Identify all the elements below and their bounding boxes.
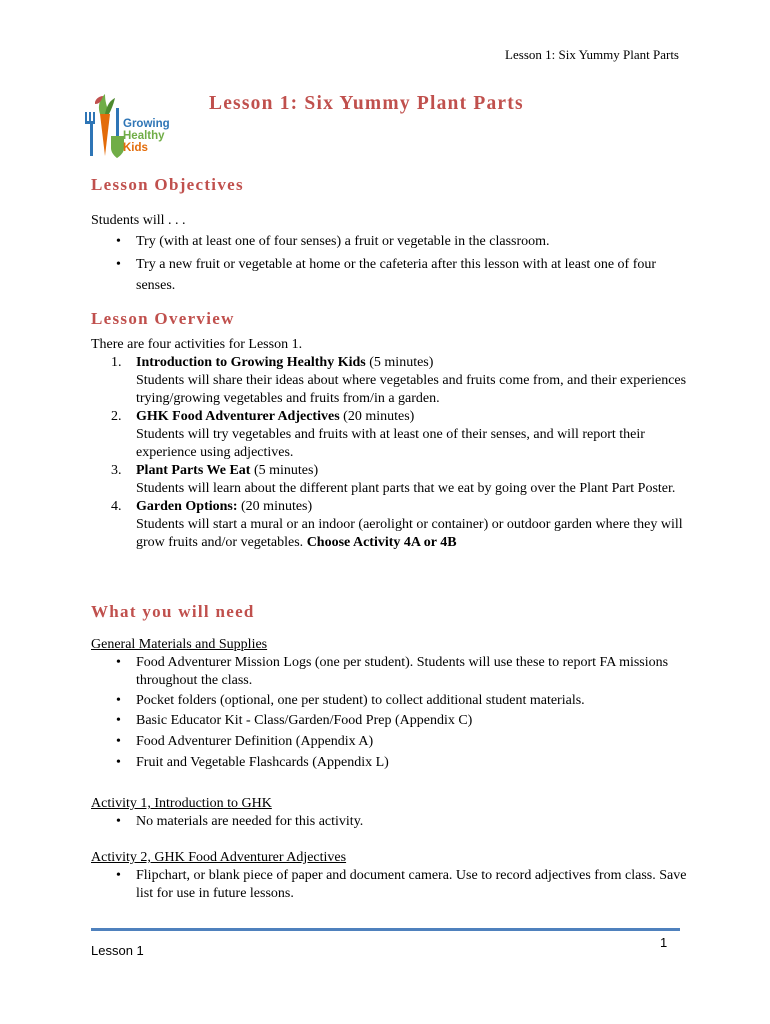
item-time: (5 minutes) <box>365 355 434 370</box>
item-time: (20 minutes) <box>237 499 313 514</box>
item-number: 3. <box>111 463 122 478</box>
logo-text-healthy: Healthy <box>123 130 165 142</box>
objective-item: • Try (with at least one of four senses) a fruit or vegetable in the classroom. <box>91 233 691 251</box>
material-item: • Pocket folders (optional, one per student) to collect additional student materials. <box>91 692 691 710</box>
page-title: Lesson 1: Six Yummy Plant Parts <box>209 93 524 114</box>
material-item: • Flipchart, or blank piece of paper and document camera. Use to record adjectives from class. Save list for use in future lessons. <box>91 867 691 903</box>
material-item: • No materials are needed for this activity. <box>91 813 691 831</box>
item-instruction: Choose Activity 4A or 4B <box>306 535 457 550</box>
objectives-intro: Students will . . . <box>91 213 186 228</box>
item-time: (5 minutes) <box>250 463 319 478</box>
objectives-section <box>91 212 691 296</box>
footer-label: Lesson 1 <box>91 943 144 958</box>
item-description: Students will start a mural or an indoor (aerolight or container) or outdoor garden where they will grow fruits and/or vegetables. <box>136 517 683 550</box>
material-item: • Basic Educator Kit - Class/Garden/Food Prep (Appendix C) <box>91 712 691 730</box>
page-number: 1 <box>660 935 668 950</box>
needs-heading: What you will need <box>91 602 255 621</box>
logo-text-growing: Growing <box>123 118 170 130</box>
item-title: Garden Options: <box>136 499 238 514</box>
running-header: Lesson 1: Six Yummy Plant Parts <box>505 47 679 62</box>
overview-item <box>91 462 701 498</box>
item-title: Introduction to Growing Healthy Kids <box>136 355 366 370</box>
item-title: GHK Food Adventurer Adjectives <box>136 409 340 424</box>
item-time: (20 minutes) <box>339 409 415 424</box>
item-description: Students will learn about the different plant parts that we eat by going over the Plant Part Poster. <box>136 481 676 496</box>
item-number: 4. <box>111 499 122 514</box>
item-number: 1. <box>111 355 122 370</box>
item-number: 2. <box>111 409 122 424</box>
objectives-heading: Lesson Objectives <box>91 175 244 194</box>
overview-heading: Lesson Overview <box>91 309 235 328</box>
material-item: • Food Adventurer Mission Logs (one per student). Students will use these to report FA missions throughout the class. <box>91 654 691 690</box>
overview-item <box>91 408 701 462</box>
footer-rule <box>91 928 680 931</box>
growing-healthy-kids-logo <box>83 92 201 160</box>
item-description: Students will try vegetables and fruits with at least one of their senses, and will report their experience using adjectives. <box>136 427 645 460</box>
overview-intro: There are four activities for Lesson 1. <box>91 337 303 352</box>
objective-item: • Try a new fruit or vegetable at home or the cafeteria after this lesson with at least one of four senses. <box>91 254 691 296</box>
activity1-title: Activity 1, Introduction to GHK <box>91 796 272 811</box>
overview-section <box>91 336 701 552</box>
overview-item <box>91 354 701 408</box>
material-item: • Food Adventurer Definition (Appendix A) <box>91 733 691 751</box>
material-item: • Fruit and Vegetable Flashcards (Appendix L) <box>91 754 691 772</box>
overview-item <box>91 498 701 552</box>
item-title: Plant Parts We Eat <box>136 463 251 478</box>
activity2-title: Activity 2, GHK Food Adventurer Adjectives <box>91 850 347 865</box>
general-materials-title: General Materials and Supplies <box>91 637 268 652</box>
activity1-section <box>91 795 691 831</box>
general-materials-section <box>91 636 691 772</box>
logo-text-kids: Kids <box>123 142 148 154</box>
activity2-section <box>91 849 691 903</box>
item-description: Students will share their ideas about where vegetables and fruits come from, and their experiences trying/growing vegetables and fruits from/in a garden. <box>136 373 687 406</box>
